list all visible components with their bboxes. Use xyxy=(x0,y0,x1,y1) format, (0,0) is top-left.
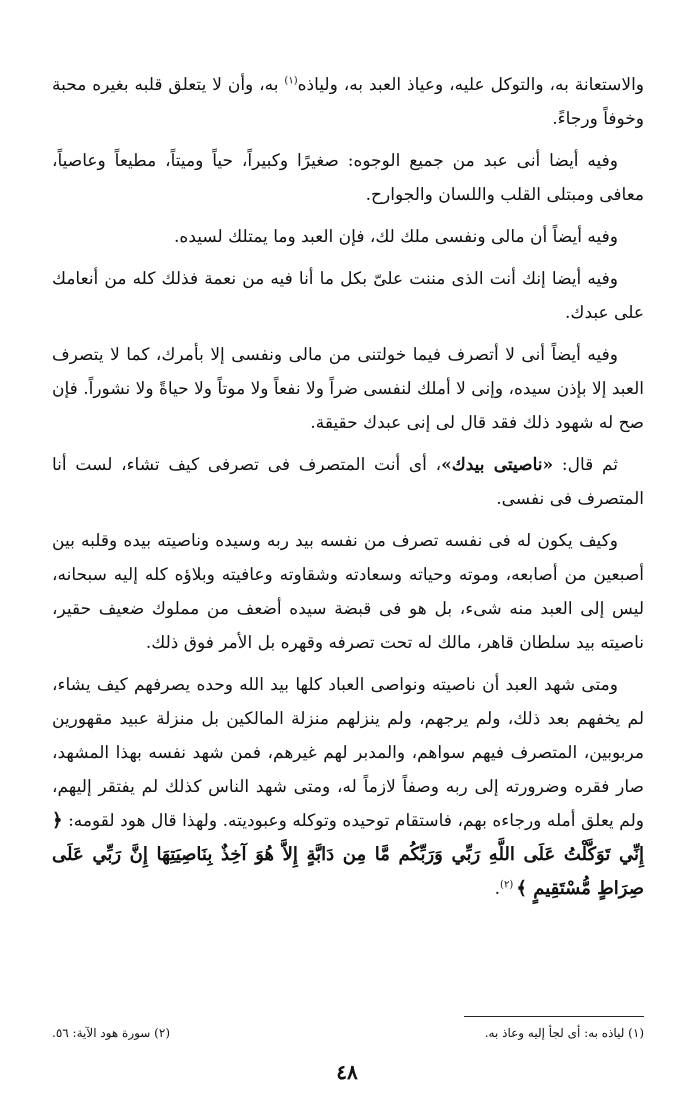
footnote-ref-1: (١) xyxy=(284,75,298,87)
footnote-2: (٢) سورة هود الآية: ٥٦. xyxy=(52,1026,170,1040)
paragraph-8 xyxy=(52,668,644,906)
footnote-divider xyxy=(464,1016,644,1017)
paragraph-1-text: والاستعانة به، والتوكل عليه، وعياذ العبد به، ولياذه xyxy=(297,75,644,95)
paragraph-6-text: ثم قال: xyxy=(553,455,618,475)
footnotes xyxy=(52,1026,644,1040)
paragraph-6-text-cont: ، أى أنت المتصرف فى تصرفى كيف تشاء، لست أنا المتصرف فى نفسى. xyxy=(52,455,644,509)
paragraph-1-text-cont: به، وأن لا يتعلق قلبه بغيره محبة وخوفاً ورجاءً. xyxy=(52,75,644,129)
paragraph-1 xyxy=(52,68,644,136)
paragraph-5: وفيه أيضاً أنى لا أتصرف فيما خولتنى من مالى ونفسى إلا بأمرك، كما لا يتصرف العبد إلا بإذن سيده، وإنى لا أملك لنفسى ضراً ولا نفعاً ولا موتاً ولا حياةً ولا نشوراً. فإن صح له شهود ذلك فقد قال لى إنى عبدك حقيقة. xyxy=(52,345,644,433)
paragraph-3: وفيه أيضاً أن مالى ونفسى ملك لك، فإن العبد وما يمتلك لسيده. xyxy=(174,227,618,247)
paragraph-8-text: ومتى شهد العبد أن ناصيته ونواصى العباد كلها بيد الله وحده يصرفهم كيف يشاء، لم يخفهم بعد ذلك، ولم يرجهم، ولم ينزلهم منزلة المالكين بل منزلة عبيد مقهورين مربوبين، المتصرف فيهم سواهم، والمدبر لهم غيرهم، فمن شهد نفسه بهذا المشهد، صار فقره وضرورته إلى ربه وصفاً لازماً له، ومتى شهد الناس كذلك لم يفتقر إليهم، ولم يعلق أمله ورجاءه بهم، فاستقام توحيده وتوكله وعبوديته. ولهذا قال هود لقومه: xyxy=(52,675,644,831)
paragraph-4: وفيه أيضا إنك أنت الذى مننت علىّ بكل ما أنا فيه من نعمة فذلك كله من أنعامك على عبدك. xyxy=(52,269,644,323)
paragraph-6 xyxy=(52,448,644,516)
footnote-1: (١) لياذه به: أى لجأ إليه وعاذ به. xyxy=(484,1026,644,1040)
hadith-quote: «ناصيتى بيدك» xyxy=(441,455,554,475)
paragraph-2: وفيه أيضا أنى عبد من جميع الوجوه: صغيرًا وكبيراً، حياً وميتاً، مطيعاً وعاصياً، معافى ومبتلى القلب واللسان والجوارح. xyxy=(52,151,644,205)
page-number: ٤٨ xyxy=(336,1060,358,1084)
quran-verse: ﴿ إِنِّي تَوَكَّلْتُ عَلَى اللَّهِ رَبِّي وَرَبِّكُم مَّا مِن دَابَّةٍ إِلاَّ هُوَ آخِذٌ بِنَاصِيَتِهَا إِنَّ رَبِّي عَلَى صِرَاطٍ مُّسْتَقِيمٍ ﴾ xyxy=(52,810,644,899)
paragraph-8-end: . xyxy=(494,879,501,899)
paragraph-7: وكيف يكون له فى نفسه تصرف من نفسه بيد ربه وسيده وناصيته بيده وقلبه بين أصبعين من أصابعه، وموته وحياته وسعادته وشقاوته وعافيته وبلاؤه كله إليه سبحانه، ليس إلى العبد منه شىء، بل هو فى قبضة سيده أضعف من مملوك ضعيف حقير، ناصيته بيد سلطان قاهر، مالك له تحت تصرفه وقهره بل الأمر فوق ذلك. xyxy=(52,531,644,653)
footnote-ref-2: (٢) xyxy=(500,879,517,891)
page-body xyxy=(52,68,644,914)
